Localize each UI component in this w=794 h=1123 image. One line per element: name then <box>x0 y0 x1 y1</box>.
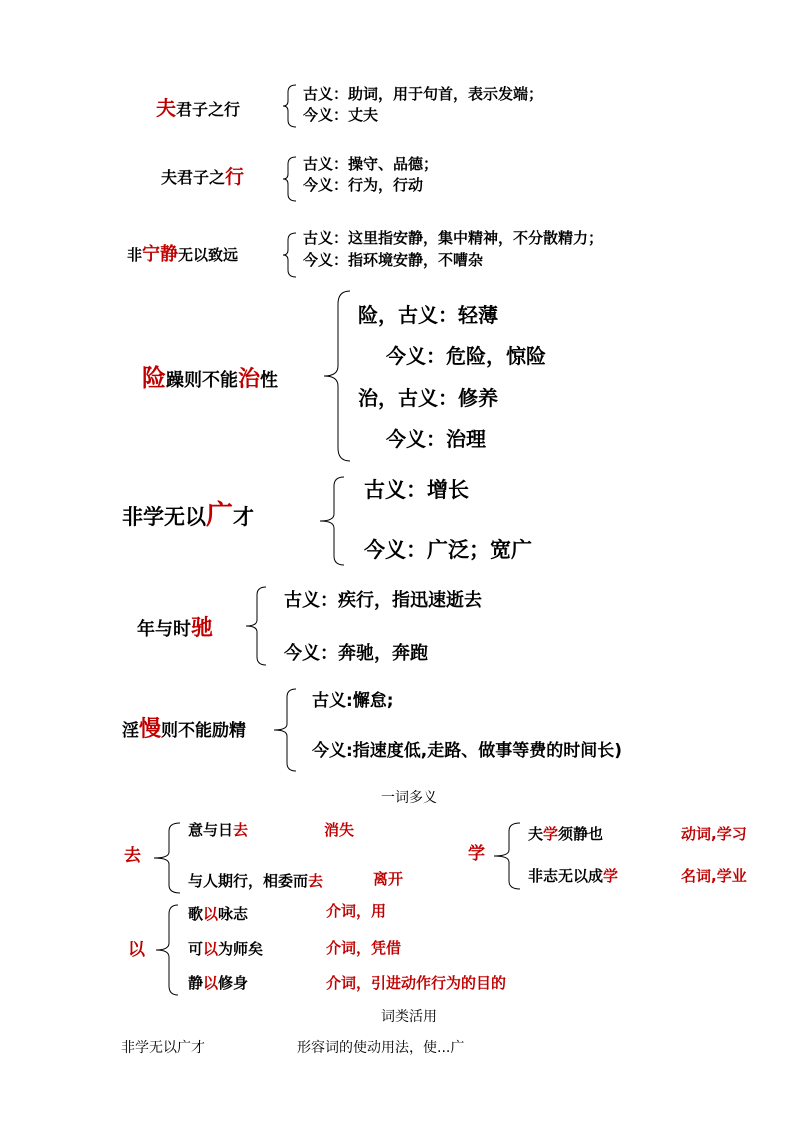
example-sentence: 静以修身 <box>188 974 249 992</box>
example-sentence: 非学无以广才 <box>121 1040 205 1056</box>
brace <box>152 822 182 894</box>
entry-head: 非宁静无以致远 <box>127 244 239 265</box>
usage-explanation: 形容词的使动用法，使...广 <box>297 1040 465 1056</box>
key-char: 行 <box>225 166 245 188</box>
meaning: 介词，引进动作行为的目的 <box>326 974 507 992</box>
meaning: 消失 <box>324 821 355 839</box>
ancient-meaning: 古义：这里指安静，集中精神，不分散精力； <box>303 229 604 247</box>
example-sentence: 可以为师矣 <box>188 940 264 958</box>
key-char: 广 <box>206 500 233 531</box>
key-char: 宁静 <box>142 244 179 265</box>
meaning: 名词,学业 <box>681 867 747 885</box>
section-title: 一词多义 <box>381 790 437 806</box>
ancient-meaning: 险，古义：轻薄 <box>358 303 498 327</box>
entry-head: 险躁则不能治性 <box>142 364 279 392</box>
entry-head: 淫慢则不能励精 <box>122 717 247 742</box>
meaning: 介词，凭借 <box>326 939 402 957</box>
polysemy-char: 以 <box>128 940 145 960</box>
brace <box>282 156 298 202</box>
modern-meaning: 今义：危险，惊险 <box>386 344 546 368</box>
modern-meaning: 今义：治理 <box>386 427 486 451</box>
key-char: 险 <box>142 364 166 392</box>
ancient-meaning: 古义：疾行，指迅速逝去 <box>284 590 482 611</box>
example-sentence: 意与日去 <box>188 821 249 839</box>
key-char: 驰 <box>191 616 214 641</box>
example-sentence: 非志无以成学 <box>528 867 619 885</box>
modern-meaning: 今义：行为，行动 <box>303 176 424 194</box>
entry-head: 夫君子之行 <box>161 166 245 188</box>
key-char: 以 <box>203 940 219 958</box>
key-char: 去 <box>233 821 249 839</box>
modern-meaning: 今义:指速度低,走路、做事等费的时间长) <box>312 741 623 761</box>
entry-head: 年与时驰 <box>137 616 214 641</box>
brace <box>282 232 298 278</box>
entry-head: 夫君子之行 <box>156 96 241 120</box>
brace <box>492 822 522 890</box>
key-char: 去 <box>308 872 324 890</box>
section-title: 词类活用 <box>381 1009 437 1025</box>
ancient-meaning: 古义：助词，用于句首，表示发端； <box>303 85 544 103</box>
key-char: 学 <box>543 825 559 843</box>
meaning: 离开 <box>373 870 404 888</box>
meaning: 介词，用 <box>326 902 387 920</box>
example-sentence: 与人期行，相委而去 <box>188 872 324 890</box>
key-char: 夫 <box>156 96 176 120</box>
brace <box>154 904 180 996</box>
meaning: 动词,学习 <box>681 825 747 843</box>
ancient-meaning: 古义:懈怠; <box>312 691 394 711</box>
polysemy-char: 去 <box>124 846 141 866</box>
brace <box>272 688 298 772</box>
brace <box>318 476 346 566</box>
modern-meaning: 今义：奔驰，奔跑 <box>284 643 428 664</box>
example-sentence: 夫学须静也 <box>528 825 604 843</box>
modern-meaning: 今义：指环境安静，不嘈杂 <box>303 251 484 269</box>
modern-meaning: 今义：丈夫 <box>303 106 379 124</box>
polysemy-char: 学 <box>468 844 485 864</box>
ancient-meaning: 古义：增长 <box>364 478 469 502</box>
brace <box>282 84 298 128</box>
entry-head: 非学无以广才 <box>122 500 254 531</box>
key-char: 学 <box>603 867 619 885</box>
key-char: 以 <box>203 905 219 923</box>
key-char: 慢 <box>139 717 162 742</box>
ancient-meaning: 治，古义：修养 <box>358 386 498 410</box>
ancient-meaning: 古义：操守、品德； <box>303 155 439 173</box>
key-char: 治 <box>238 367 261 392</box>
brace <box>322 290 352 462</box>
example-sentence: 歌以咏志 <box>188 905 249 923</box>
key-char: 以 <box>203 974 219 992</box>
modern-meaning: 今义：广泛；宽广 <box>364 538 532 562</box>
brace <box>244 586 268 666</box>
